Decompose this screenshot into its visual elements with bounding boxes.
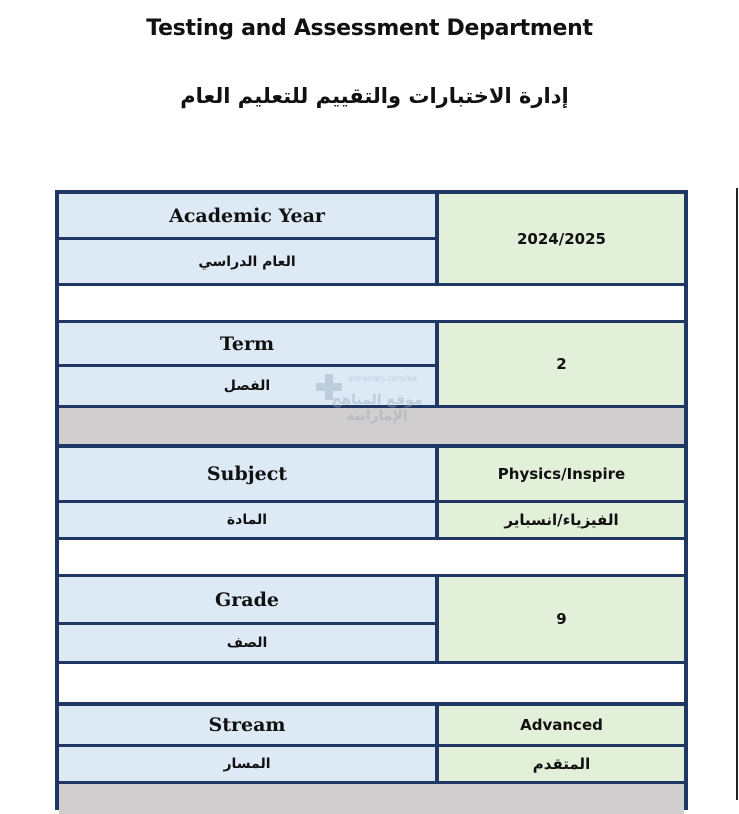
row-separator-gray — [59, 784, 684, 814]
row-separator — [59, 540, 684, 574]
term-label-en: Term — [59, 323, 435, 364]
row-separator-gray — [59, 408, 684, 444]
term-value: 2 — [439, 323, 684, 405]
subject-value-en: Physics/Inspire — [439, 448, 684, 500]
row-separator — [59, 664, 684, 702]
watermark-url: almanahj.com/ae — [348, 374, 418, 383]
row-separator — [59, 286, 684, 320]
stream-label-en: Stream — [59, 706, 435, 744]
stream-label-ar: المسار — [59, 747, 435, 781]
grade-value: 9 — [439, 577, 684, 661]
page-edge-line — [736, 188, 738, 800]
stream-value-ar: المتقدم — [439, 747, 684, 781]
academic-year-label-ar: العام الدراسي — [59, 240, 435, 283]
term-label-ar: الفصل — [59, 367, 435, 405]
grade-label-en: Grade — [59, 577, 435, 622]
subject-label-ar: المادة — [59, 503, 435, 537]
info-table — [55, 190, 688, 810]
department-title-en: Testing and Assessment Department — [146, 16, 593, 41]
academic-year-value: 2024/2025 — [439, 194, 684, 283]
watermark-name: موقع المناهج الإماراتية — [331, 392, 423, 424]
subject-value-ar: الفيزياء/انسباير — [439, 503, 684, 537]
department-title-ar: إدارة الاختبارات والتقييم للتعليم العام — [180, 84, 569, 108]
stream-value-en: Advanced — [439, 706, 684, 744]
subject-label-en: Subject — [59, 448, 435, 500]
academic-year-label-en: Academic Year — [59, 194, 435, 237]
grade-label-ar: الصف — [59, 625, 435, 661]
